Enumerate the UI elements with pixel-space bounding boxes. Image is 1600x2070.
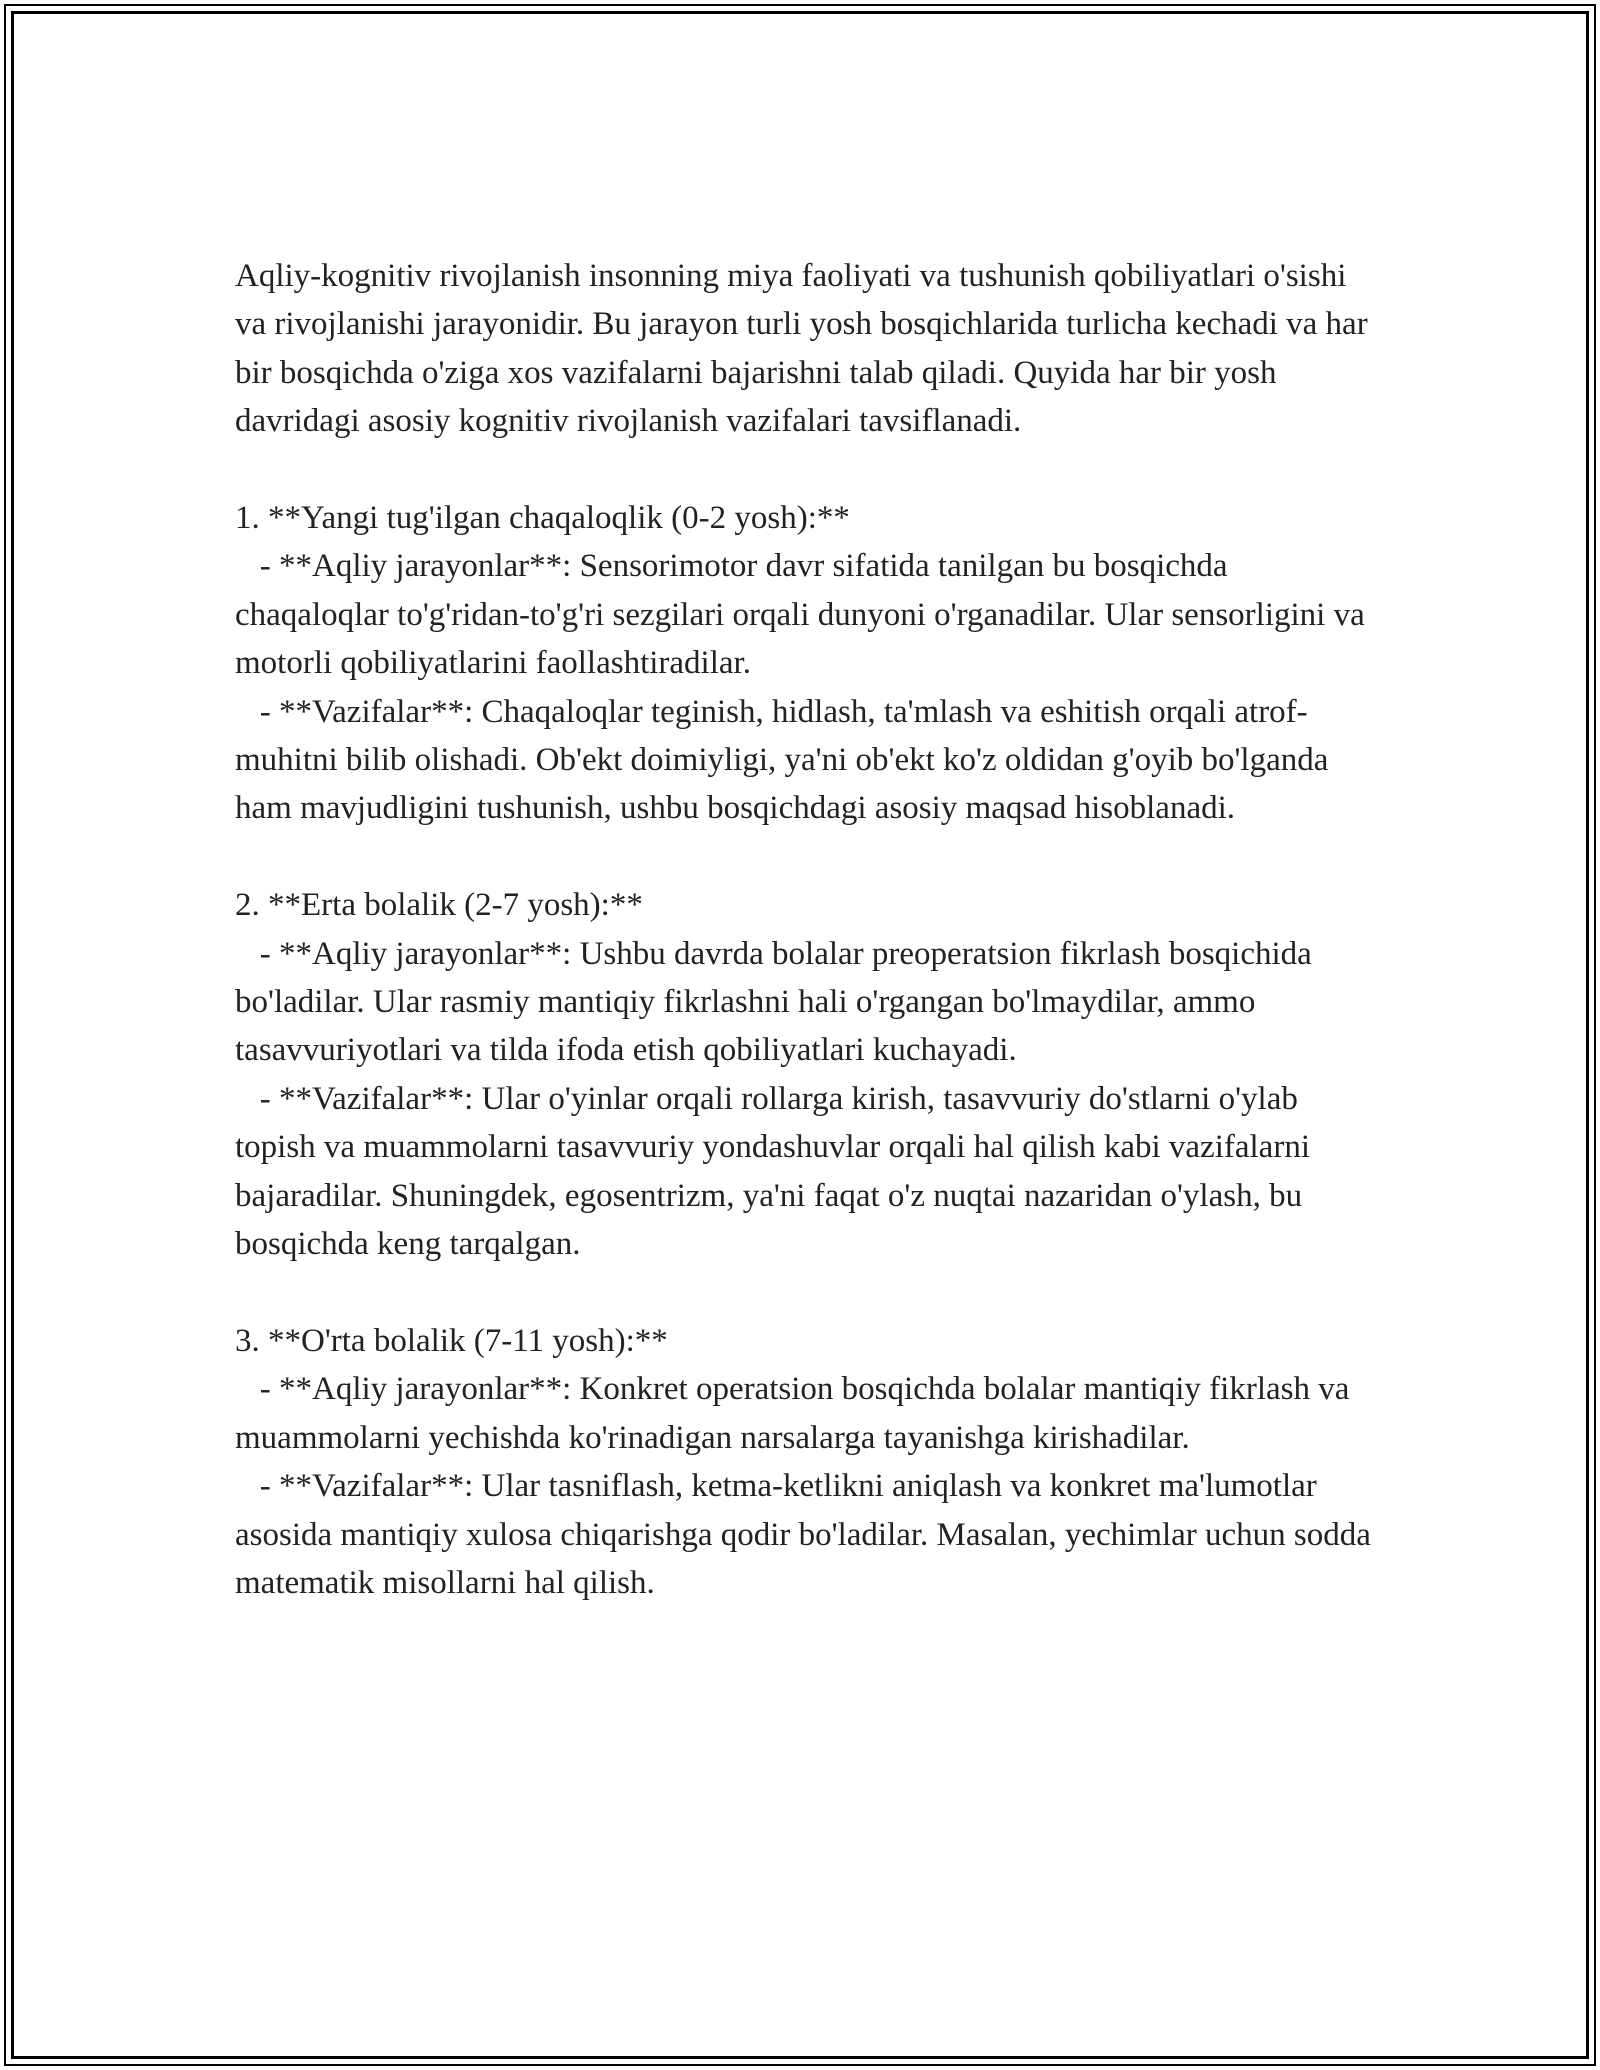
section-tasks: - **Vazifalar**: Ular tasniflash, ketma-ketlikni aniqlash va konkret ma'lumotlar asosida mantiqiy xulosa chiqarishga qodir bo'ladilar. Masalan, yechimlar uchun sodda matematik misollarni hal qilish. (235, 1468, 1380, 1601)
paragraph-gap (235, 833, 1385, 881)
section-mental-processes: - **Aqliy jarayonlar**: Sensorimotor davr sifatida tanilgan bu bosqichda chaqaloqlar to'g'ridan-to'g'ri sezgilari orqali dunyoni o'rganadilar. Ular sensorligini va motorli qobiliyatlarini faollashtiradilar. (235, 548, 1373, 682)
paragraph-gap (235, 446, 1385, 494)
section-mental-processes: - **Aqliy jarayonlar**: Ushbu davrda bolalar preoperatsion fikrlash bosqichida bo'ladilar. Ular rasmiy mantiqiy fikrlashni hali o'rgangan bo'lmaydilar, ammo tasavvuriyotlari va tilda ifoda etish qobiliyatlari kuchayadi. (235, 935, 1321, 1069)
section-mental-processes: - **Aqliy jarayonlar**: Konkret operatsion bosqichda bolalar mantiqiy fikrlash va muammolarni yechishda ko'rinadigan narsalarga tayanishga kirishadilar. (235, 1371, 1358, 1456)
intro-paragraph: Aqliy-kognitiv rivojlanish insonning miya faoliyati va tushunish qobiliyatlari o'sishi va rivojlanishi jarayonidir. Bu jarayon turli yosh bosqichlarida turlicha kechadi va har bir bosqichda o'ziga xos vazifalarni bajarishni talab qiladi. Quyida har bir yosh davridagi asosiy kognitiv rivojlanish vazifalari tavsiflanadi. (235, 258, 1376, 440)
section-heading: 1. **Yangi tug'ilgan chaqaloqlik (0-2 yosh):** (235, 500, 850, 537)
section-early-childhood (235, 881, 1385, 1268)
section-heading: 3. **O'rta bolalik (7-11 yosh):** (235, 1322, 668, 1359)
paragraph-gap (235, 1269, 1385, 1317)
document-body (235, 252, 1385, 1607)
section-tasks: - **Vazifalar**: Chaqaloqlar teginish, hidlash, ta'mlash va eshitish orqali atrof-muhitni bilib olishadi. Ob'ekt doimiyligi, ya'ni ob'ekt ko'z oldidan g'oyib bo'lganda ham mavjudligini tushunish, ushbu bosqichdagi asosiy maqsad hisoblanadi. (235, 693, 1337, 827)
section-heading: 2. **Erta bolalik (2-7 yosh):** (235, 887, 643, 924)
section-tasks: - **Vazifalar**: Ular o'yinlar orqali rollarga kirish, tasavvuriy do'stlarni o'ylab topish va muammolarni tasavvuriy yondashuvlar orqali hal qilish kabi vazifalarni bajaradilar. Shuningdek, egosentrizm, ya'ni faqat o'z nuqtai nazaridan o'ylash, bu bosqichda keng tarqalgan. (235, 1080, 1319, 1263)
section-newborn (235, 494, 1385, 833)
section-middle-childhood (235, 1317, 1385, 1607)
